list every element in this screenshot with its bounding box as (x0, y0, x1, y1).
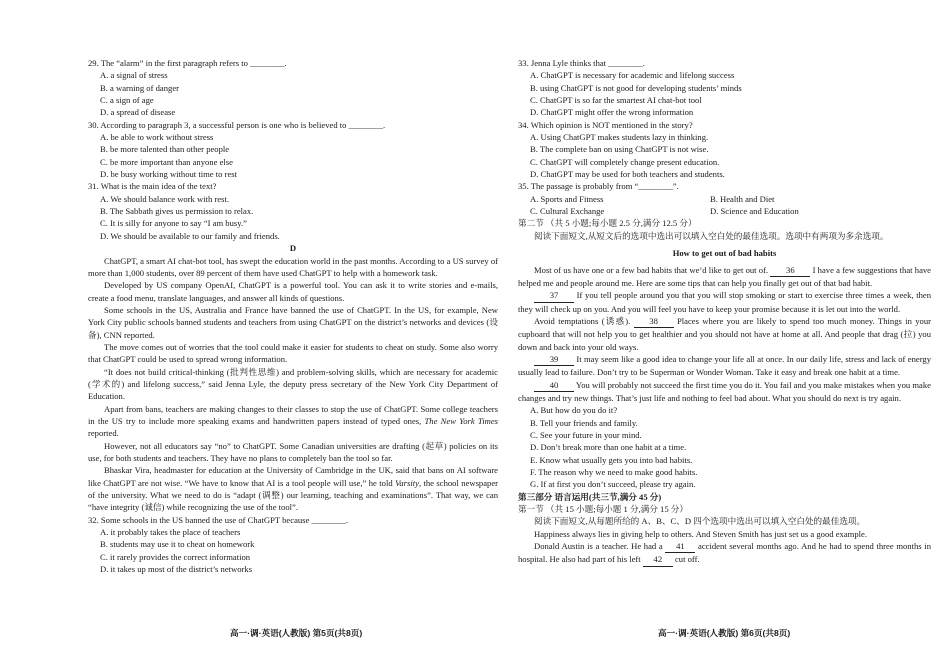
option: B. using ChatGPT is not good for developing students’ minds (530, 82, 742, 93)
text-run: cut off. (672, 554, 700, 565)
option: D. it takes up most of the district’s networks (100, 564, 253, 575)
section-2-instruction: 阅读下面短文,从短文后的选项中选出可以填入空白处的最佳选项。选项中有两项为多余选项。 (534, 230, 889, 241)
text-run: reported. (88, 428, 119, 439)
option: A. But how do you do it? (530, 405, 618, 416)
passage-paragraph (88, 403, 498, 440)
option: A. a signal of stress (100, 70, 168, 81)
newspaper-name: The New York Times (424, 415, 498, 426)
left-page-column (88, 57, 498, 575)
text-run: Places where you are likely to spend too much money. Things in your cupboard that will not help you to get healthier and you should not have at home at all. And people that drag (拉) you down and back into your old ways. (518, 315, 931, 352)
cloze-paragraph: Happiness always lies in giving help to others. And Steven Smith has just set us a good example. (534, 528, 867, 539)
blank-42: 42 (643, 553, 673, 566)
section-2-heading: 第二节 （共 5 小题;每小题 2.5 分,满分 12.5 分） (518, 218, 697, 229)
option: C. Cultural Exchange (530, 206, 605, 217)
option: D. a spread of disease (100, 107, 176, 118)
blank-39: 39 (534, 353, 574, 366)
text-run: Avoid temptations (诱惑). (534, 315, 634, 326)
option-row (518, 193, 931, 205)
blank-37: 37 (534, 289, 574, 302)
text-run: It may seem like a good idea to change your life all at once. In our daily life, stress and lack of energy usually lead to failure. Don’t try to be Superman or Wonder Woman. Take it easy and break one habit at a time. (518, 353, 931, 378)
question-32-stem: 32. Some schools in the US banned the use of ChatGPT because ________. (88, 514, 349, 525)
question-30-stem: 30. According to paragraph 3, a successful person is one who is believed to ________. (88, 119, 386, 130)
option: C. ChatGPT is so far the smartest AI chat-bot tool (530, 95, 702, 106)
option: D. ChatGPT might offer the wrong information (530, 107, 694, 118)
blank-40: 40 (534, 379, 574, 392)
passage-paragraph (518, 353, 931, 379)
option: B. The complete ban on using ChatGPT is not wise. (530, 144, 709, 155)
option: D. Don’t break more than one habit at a time. (530, 442, 687, 453)
question-34-stem: 34. Which opinion is NOT mentioned in the story? (518, 119, 693, 130)
question-31-stem: 31. What is the main idea of the text? (88, 181, 217, 192)
part-3-instruction: 阅读下面短文,从每题所给的 A、B、C、D 四个选项中选出可以填入空白处的最佳选项。 (534, 516, 866, 527)
right-page-column (518, 57, 931, 567)
passage-paragraph (518, 315, 931, 353)
text-run: If you tell people around you that you will stop smoking or start to exercise three times a week, then they will check up on you. And you will feel you have to keep your promise because it is let out into the world. (518, 290, 931, 314)
passage-title: How to get out of bad habits (672, 248, 777, 259)
option: C. It is silly for anyone to say “I am busy.” (100, 218, 247, 229)
option: D. be busy working without time to rest (100, 169, 238, 180)
option: B. students may use it to cheat on homework (100, 539, 255, 550)
text-run: Bhaskar Vira, headmaster for education at the University of Cambridge in the UK, said that bans on AI software like ChatGPT are not wise. “We have to know that AI is a tool people will use,” he told (88, 465, 498, 488)
option: B. be more talented than other people (100, 144, 230, 155)
option: C. ChatGPT will completely change present education. (530, 156, 720, 167)
text-run: Donald Austin is a teacher. He had a (534, 541, 666, 552)
option: A. be able to work without stress (100, 132, 214, 143)
option: B. The Sabbath gives us permission to relax. (100, 206, 254, 217)
option: E. Know what usually gets you into bad habits. (530, 454, 693, 465)
part-3-subheading: 第一节 （共 15 小题;每小题 1 分,满分 15 分） (518, 504, 688, 515)
option: A. Using ChatGPT makes students lazy in thinking. (530, 132, 709, 143)
text-run: You will probably not succeed the first time you do it. You fail and you make mistakes when you make changes and try new things. That’s just life and nothing to feel bad about. What you should do next is try again. (518, 379, 931, 403)
passage-paragraph (88, 464, 498, 513)
option: C. it rarely provides the correct information (100, 551, 251, 562)
text-run: I have a few suggestions that have helped me and people around me. Here are some tips that can help you finally get out of that bad habit. (518, 264, 931, 288)
option-row (518, 205, 931, 217)
page-footer-left: 高一·调·英语(人教版) 第5页(共8页) (230, 628, 363, 638)
blank-38: 38 (634, 315, 674, 328)
option: F. The reason why we need to make good habits. (530, 467, 698, 477)
blank-36: 36 (770, 264, 810, 277)
option: C. See your future in your mind. (530, 429, 642, 440)
option: D. We should be available to our family and friends. (100, 230, 280, 241)
option: D. ChatGPT may be used for both teachers and students. (530, 169, 725, 180)
option: A. We should balance work with rest. (100, 193, 229, 204)
question-29-stem: 29. The “alarm” in the first paragraph refers to ________. (88, 58, 287, 68)
passage-paragraph: Some schools in the US, Australia and France have banned the use of ChatGPT. In the US, for example, New York City public schools banned students and teachers from using ChatGPT on the district’s networks and devices (设备), CNN reported. (88, 304, 498, 340)
option: A. Sports and Fitness (530, 193, 604, 204)
passage-d-label: D (289, 243, 297, 254)
text-run: Most of us have one or a few bad habits that we’d like to get out of. (534, 264, 771, 275)
newspaper-name: Varsity (395, 477, 419, 488)
option: C. be more important than anyone else (100, 156, 233, 167)
part-3-heading: 第三部分 语言运用(共三节,满分 45 分) (518, 491, 662, 502)
passage-paragraph (518, 264, 931, 290)
cloze-paragraph (518, 540, 931, 567)
passage-paragraph (518, 289, 931, 315)
text-run: accident several months ago. And he had to spend three months in hospital. He also had part of his left (518, 541, 931, 565)
page-footer-right: 高一·调·英语(人教版) 第6页(共8页) (658, 628, 791, 638)
option: B. a warning of danger (100, 82, 179, 93)
passage-paragraph: Developed by US company OpenAI, ChatGPT is a powerful tool. You can ask it to write stories and e-mails, create a food menu, translate languages, and answer all kinds of questions. (88, 280, 498, 303)
question-33-stem: 33. Jenna Lyle thinks that ________. (518, 58, 645, 68)
passage-paragraph: However, not all educators say “no” to ChatGPT. Some Canadian universities are drafting (起草) policies on its use, for both students and teachers. They have no plans to completely ban the tool so far. (88, 440, 498, 463)
option: B. Tell your friends and family. (530, 417, 638, 428)
question-35-stem: 35. The passage is probably from “________”. (518, 181, 679, 192)
option: G. If at first you don’t succeed, please try again. (530, 479, 696, 490)
text-run: , the school newspaper of the university. What we need to do is “adapt (调整) our learning, teaching and examinations”. That way, we can “have integrity (诚信) while recognizing the use of the tool”. (88, 477, 499, 513)
passage-paragraph (518, 379, 931, 405)
option: A. it probably takes the place of teachers (100, 527, 241, 538)
option: A. ChatGPT is necessary for academic and lifelong success (530, 70, 735, 81)
option: C. a sign of age (100, 95, 154, 106)
passage-paragraph: The move comes out of worries that the tool could make it easier for students to cheat on study. Some also worry that ChatGPT could be used to spread wrong information. (88, 341, 498, 365)
text-run: Apart from bans, teachers are making changes to their classes to stop the use of ChatGPT. Some college teachers in the US try to include more speaking exams and handwritten papers instead of typed ones, (88, 403, 498, 426)
option: B. Health and Diet (710, 193, 775, 204)
passage-paragraph: “It does not build critical-thinking (批判性思维) and problem-solving skills, which are necessary for academic (学术的) and lifelong success,” said Jenna Lyle, the deputy press secretary of the New York City Department of Education. (88, 366, 498, 402)
option: D. Science and Education (710, 206, 799, 217)
blank-41: 41 (665, 540, 695, 553)
passage-paragraph: ChatGPT, a smart AI chat-bot tool, has swept the education world in the past months. According to a US survey of more than 1,000 students, over 89 percent of them have used ChatGPT to help with a homework task. (88, 255, 498, 278)
